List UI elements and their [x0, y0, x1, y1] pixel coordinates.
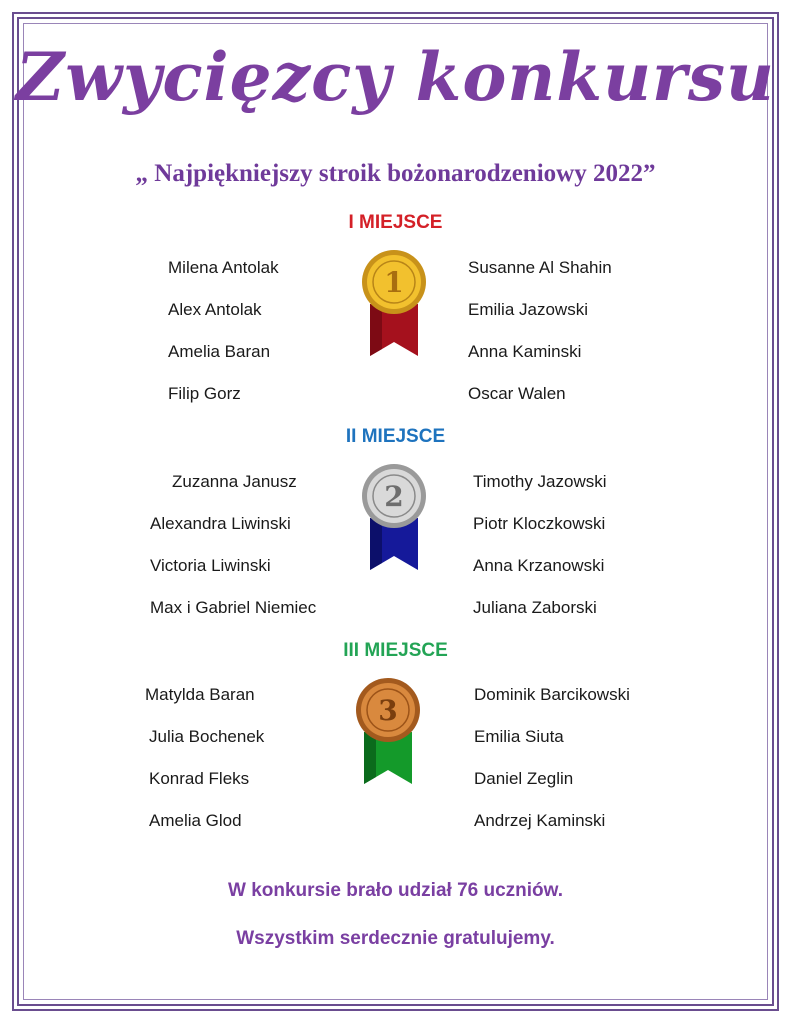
winner-name: Milena Antolak [168, 258, 279, 277]
winner-name: Susanne Al Shahin [468, 258, 612, 277]
medal-numeral: 2 [384, 480, 404, 513]
winner-name: Filip Gorz [168, 384, 241, 403]
winner-name: Zuzanna Janusz [172, 472, 297, 491]
gold-medal-icon [348, 248, 440, 358]
bronze-medal-icon [342, 676, 434, 786]
winner-name: Julia Bochenek [149, 727, 265, 746]
winner-name: Victoria Liwinski [150, 556, 271, 575]
congratulations-note: Wszystkim serdecznie gratulujemy. [236, 928, 555, 949]
winner-name: Dominik Barcikowski [474, 685, 630, 704]
winner-name: Juliana Zaborski [473, 598, 597, 617]
winner-name: Konrad Fleks [149, 769, 250, 788]
participants-note: W konkursie brało udział 76 uczniów. [227, 880, 564, 901]
page-title: Zwycięzcy konkursu [16, 38, 775, 116]
first-place-heading: I MIEJSCE [348, 212, 443, 233]
winner-name: Matylda Baran [145, 685, 255, 704]
winner-name: Amelia Glod [149, 811, 242, 830]
winner-name: Amelia Baran [168, 342, 271, 361]
winner-name: Anna Krzanowski [473, 556, 605, 575]
second-place-right-names [473, 472, 607, 640]
first-place-left-names [168, 258, 279, 426]
winner-name: Piotr Kloczkowski [473, 514, 606, 533]
winner-name: Max i Gabriel Niemiec [150, 598, 317, 617]
third-place-left-names [145, 685, 264, 853]
winner-name: Emilia Siuta [474, 727, 564, 746]
contest-subtitle: „ Najpiękniejszy stroik bożonarodzeniowy 2022” [135, 160, 656, 187]
winner-name: Alexandra Liwinski [150, 514, 291, 533]
winner-name: Anna Kaminski [468, 342, 582, 361]
winner-name: Timothy Jazowski [473, 472, 607, 491]
winner-name: Andrzej Kaminski [474, 811, 606, 830]
silver-medal-icon [348, 462, 440, 572]
second-place-heading: II MIEJSCE [345, 426, 446, 447]
medal-numeral: 3 [378, 694, 398, 727]
winner-name: Emilia Jazowski [468, 300, 588, 319]
first-place-right-names [468, 258, 612, 426]
second-place-left-names [150, 472, 316, 640]
winner-name: Daniel Zeglin [474, 769, 574, 788]
third-place-right-names [474, 685, 630, 853]
winner-name: Alex Antolak [168, 300, 262, 319]
medal-numeral: 1 [384, 266, 404, 299]
winner-name: Oscar Walen [468, 384, 566, 403]
third-place-heading: III MIEJSCE [343, 640, 448, 661]
